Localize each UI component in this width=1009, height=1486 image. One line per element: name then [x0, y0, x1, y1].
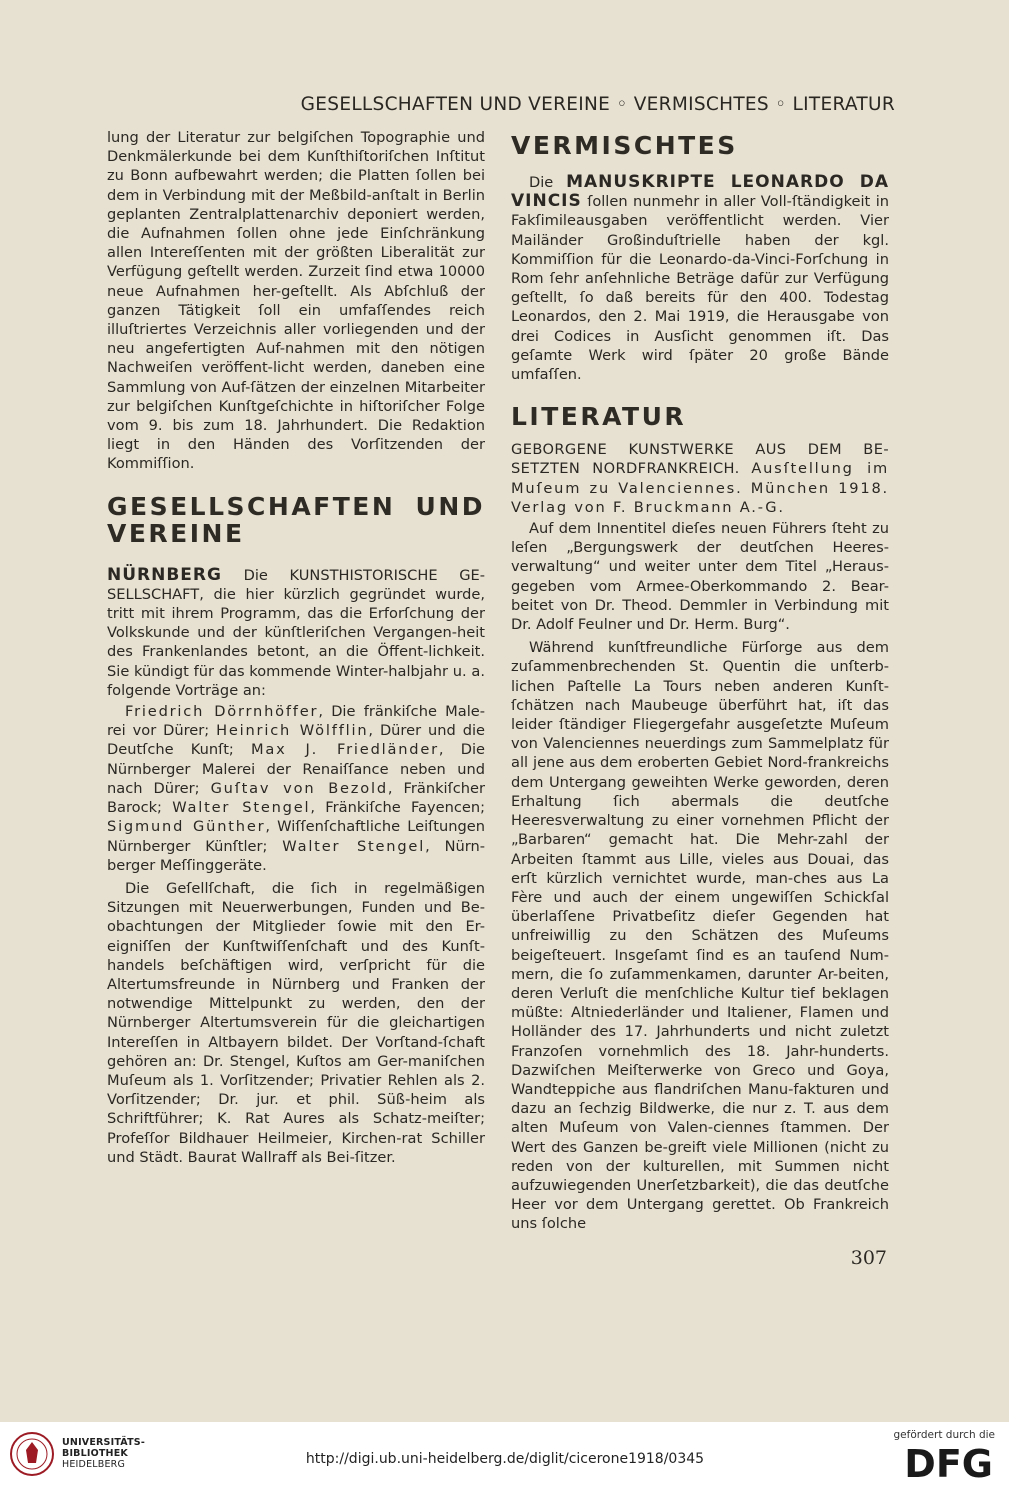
section-title-literatur: LITERATUR — [511, 402, 687, 432]
dfg-logo-text: DFG — [904, 1442, 993, 1482]
funded-by-label: gefördert durch die — [893, 1429, 995, 1441]
lecture-topic: , Fränkiſche Fayencen; — [310, 799, 485, 817]
book-imprint: Ausſtellung im Muſeum zu Valenciennes. München 1918. Verlag von F. Bruckmann A.-G. — [511, 460, 889, 516]
lecture-topic: , Die fränkiſche Male-rei vor Dürer; — [107, 703, 485, 740]
library-name — [62, 1437, 145, 1470]
lecture-list — [107, 702, 485, 875]
nuernberg-text: Die KUNSTHISTORISCHE GE-SELLSCHAFT, die hier kürzlich gegründet wurde, tritt mit ihrem Programm, das die Erforſchung der Volkskunde und der künſtleriſchen Vergangen-heit des Frankenlandes betont, an die Öffent-lichkeit. Sie kündigt für das kommende Winter-halbjahr u. a. folgende Vorträge an: — [107, 566, 485, 699]
lecture-topic: , Dürer und die Deutſche Kunſt; — [107, 722, 485, 759]
library-line: UNIVERSITÄTS- — [62, 1437, 145, 1448]
left-column — [107, 128, 485, 1167]
lecturer-name: Heinrich Wölfflin — [216, 722, 369, 740]
vermischtes-paragraph — [511, 173, 889, 384]
lecturer-name: Guſtav von Bezold — [210, 779, 388, 797]
closing-paragraph: Die Geſellſchaft, die ſich in regelmäßigen Sitzungen mit Neuerwerbungen, Funden und Be-obachtungen der Mitglieder ſowie mit den Er-eigniſſen der Kunſtwiſſenſchaft und des Kunſt-handels beſchäftigen wird, verſpricht für die Altertumsfreunde in Nürnberg und Franken der notwendige Mittelpunkt zu werden, den der Nürnberger Altertumsverein für die gleichartigen Intereſſen in Altbayern bildet. Der Vorſtand-ſchaft gehören an: Dr. Stengel, Kuſtos am Ger-maniſchen Muſeum als 1. Vorſitzender; Privatier Rehlen als 2. Vorſitzender; Dr. jur. et phil. Süß-heim als Schriftführer; K. Rat Aures als Schatz-meiſter; Profeſſor Bildhauer Heilmeier, Kirchen-rat Schiller und Städt. Baurat Wallraff als Bei-ſitzer. — [107, 879, 485, 1166]
book-title: GEBORGENE KUNSTWERKE AUS DEM BE-SETZTEN NORDFRANKREICH. — [511, 441, 889, 478]
vermischtes-lead: Die — [529, 174, 554, 191]
right-column — [511, 128, 889, 1234]
source-url[interactable]: http://digi.ub.uni-heidelberg.de/diglit/cicerone1918/0345 — [305, 1451, 705, 1467]
vermischtes-text: ſollen nunmehr in aller Voll-ſtändigkeit in Fakſimileausgaben veröffentlicht werden. Vier Mailänder Großinduſtrielle haben der kgl. Kommiſſion für die Leonardo-da-Vinci-Forſchung in Rom ſehr anſehnliche Beträge dafür zur Verfügung geſtellt, ſo daß bereits für den 400. Todestag Leonardos, den 2. Mai 1919, die Herausgabe von drei Codices in Ausſicht genommen iſt. Das geſamte Werk wird ſpäter 20 große Bände umfaſſen. — [511, 193, 889, 384]
lecturer-name: Walter Stengel — [282, 837, 426, 855]
nuernberg-runin: NÜRNBERG — [107, 564, 222, 585]
review-paragraph: Während kunſtfreundliche Fürſorge aus dem zuſammenbrechenden St. Quentin die unſterb-lichen Paſtelle La Tours neben anderen Kunſt-ſchätzen nach Maubeuge überführt hat, iſt das leider ſtändiger Fliegergefahr ausgeſetzte Muſeum von Valenciennes neuerdings zum Sammelplatz für all jene aus dem eroberten Gebiet Nord-frankreichs dem Untergang geweihten Werke geworden, deren Erhaltung ſich abermals die deutſche Heeresverwaltung zu einer vornehmen Pflicht der „Barbaren“ gemacht hat. Die Mehr-zahl der Arbeiten ſtammt aus Lille, vieles aus Douai, das erſt kürzlich vernichtet wurde, man-ches aus La Fère und auch der einem ungewiſſen Schickſal überlaſſene Privatbeſitz dieſer Gegenden hat unfreiwillig zu den Schätzen des Muſeums beigeſteuert. Insgeſamt ſind es an tauſend Num-mern, die ſo zuſammenkamen, darunter Ar-beiten, deren Verluſt die menſchliche Kultur tief beklagen müßte: Altniederländer und Italiener, Flamen und Holländer des 17. Jahrhunderts und nicht zuletzt Franzoſen vornehmlich des 18. Jahr-hunderts. Dazwiſchen Meiſterwerke von Greco und Goya, Wandteppiche aus flandriſchen Manu-fakturen und dazu an ſechzig Bildwerke, die nur z. T. aus dem alten Muſeum von Valen-ciennes ſtammen. Der Wert des Ganzen be-greift viele Millionen (nicht zu reden von der kulturellen, mit Summen nicht aufzuwiegenden Unerſetzbarkeit), die das deutſche Heer vor dem Untergang gerettet. Ob Frankreich uns ſolche — [511, 639, 889, 1233]
section-title-gesellschaften: GESELLSCHAFTEN UND VEREINE — [107, 491, 485, 548]
dfg-logo-icon — [883, 1442, 995, 1482]
opening-paragraph: lung der Literatur zur belgiſchen Topographie und Denkmälerkunde bei dem Kunſthiſtoriſchen Inſtitut zu Bonn aufbewahrt werden; die Platten ſollen bei dem in Verbindung mit der Meßbild-anſtalt in Berlin geplanten Zentralplattenarchiv deponiert werden, die Aufnahmen ſollen ohne jede Einſchränkung allen Intereſſenten mit der größten Liberalität zur Verfügung geſtellt werden. Zurzeit ſind etwa 10000 neue Aufnahmen her-geſtellt. Als Abſchluß der ganzen Tätigkeit ſoll ein umfaſſendes reich illuſtriertes Verzeichnis aller vorliegenden und der neu angefertigten Auf-nahmen mit den nötigen Nachweiſen veröffent-licht werden, daneben eine Sammlung von Auf-ſätzen der einzelnen Mitarbeiter zur belgiſchen Kunſtgeſchichte in hiſtoriſcher Folge vom 9. bis zum 18. Jahrhundert. Die Redaktion liegt in den Händen des Vorſitzenden der Kommiſſion. — [107, 129, 485, 473]
vermischtes-runin: MANUSKRIPTE LEONARDO DA VINCIS — [511, 172, 889, 212]
library-line: HEIDELBERG — [62, 1459, 126, 1470]
lecture-topic: , Fränkiſcher Barock; — [107, 779, 485, 817]
lecture-topic: , Die Nürnberger Malerei der Renaiſſance neben und nach Dürer; — [107, 741, 485, 797]
running-header: GESELLSCHAFTEN UND VEREINE ◦ VERMISCHTES ◦ LITERATUR — [300, 94, 895, 115]
university-seal-icon — [9, 1431, 55, 1477]
lecture-topic: , Nürn-berger Meſſinggeräte. — [107, 837, 485, 874]
library-line: BIBLIOTHEK — [62, 1448, 128, 1459]
lecturer-name: Sigmund Günther — [107, 818, 266, 836]
lecture-topic: , Wiſſenſchaftliche Leiſtungen Nürnberger Künſtler; — [107, 818, 485, 855]
section-title-vermischtes: VERMISCHTES — [511, 131, 738, 160]
lecturer-name: Max J. Friedländer — [251, 741, 439, 759]
book-entry — [511, 440, 889, 517]
digitization-footer — [0, 1422, 1009, 1486]
lecturer-name: Friedrich Dörrnhöffer — [125, 703, 319, 721]
lecturer-name: Walter Stengel — [172, 799, 311, 817]
page-number: 307 — [850, 1247, 887, 1269]
nuernberg-paragraph — [107, 566, 485, 700]
review-paragraph: Auf dem Innentitel dieſes neuen Führers ſteht zu leſen „Bergungswerk der deutſchen Heeres-verwaltung“ und weiter unter dem Titel „Heraus-gegeben vom Armee-Oberkommando 2. Bear-beitet von Dr. Theod. Demmler in Verbindung mit Dr. Adolf Feulner und Dr. Herm. Burg“. — [511, 520, 889, 634]
